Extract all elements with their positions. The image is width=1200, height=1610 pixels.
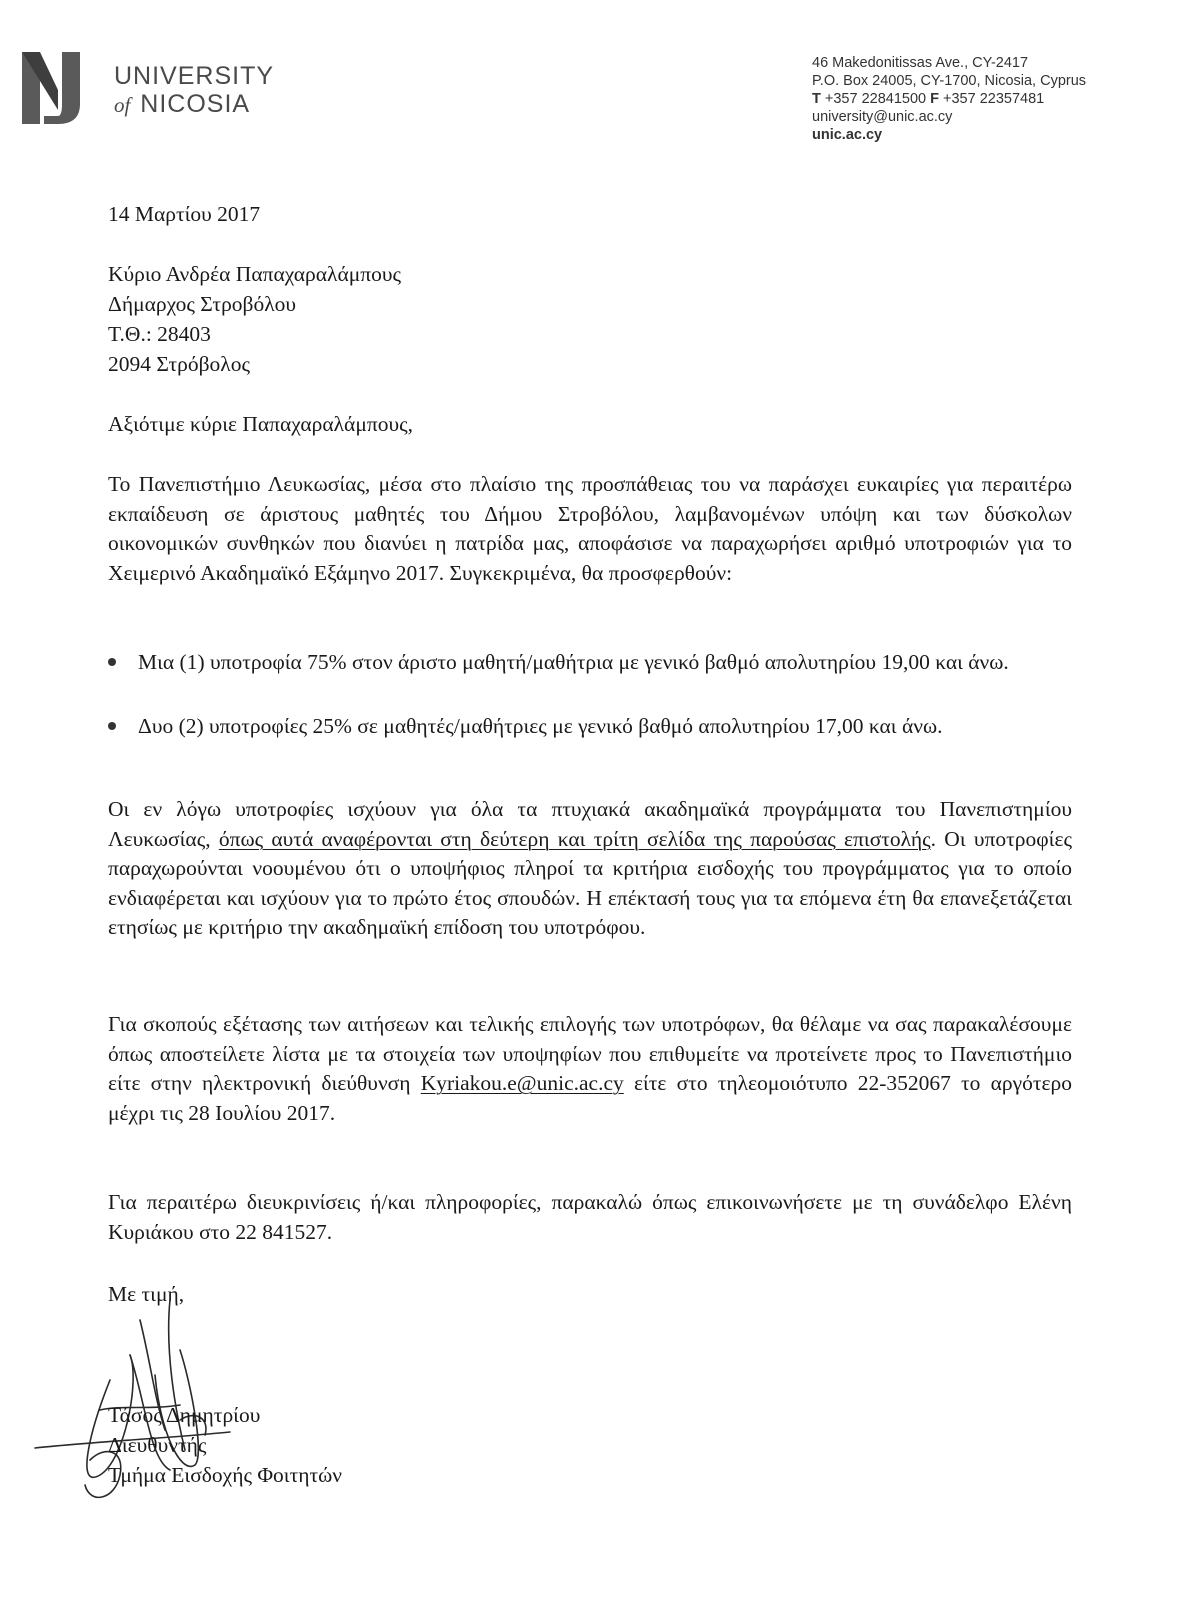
letterhead-contact: [812, 54, 1086, 144]
fax-number: +357 22357481: [943, 91, 1045, 107]
bullet-icon: [108, 722, 116, 730]
letterhead-address: 46 Makedonitissas Ave., CY-2417: [812, 55, 1029, 71]
bullet-text: Μια (1) υποτροφία 75% στον άριστο μαθητή/μαθήτρια με γενικό βαθμό απολυτηρίου 19,00 και άνω.: [138, 650, 1009, 674]
underlined-reference: όπως αυτά αναφέρονται στη δεύτερη και τρίτη σελίδα της παρούσας επιστολής: [218, 826, 931, 851]
recipient-city: 2094 Στρόβολος: [108, 352, 250, 376]
letterhead-phone-line: [812, 90, 1086, 108]
university-name-of: of: [114, 93, 131, 117]
recipient-name: Κύριο Ανδρέα Παπαχαραλάμπους: [108, 262, 402, 286]
letterhead-email[interactable]: university@unic.ac.cy: [812, 109, 953, 125]
paragraph-text: είτε στο τηλεομοιότυπο 22-352067 το αργότερο μέχρι τις 28 Ιουλίου 2017.: [108, 1071, 1072, 1125]
recipient-title: Δήμαρχος Στροβόλου: [108, 292, 297, 316]
university-name-line1: UNIVERSITY: [114, 62, 275, 90]
paragraph-text: Οι εν λόγω υποτροφίες ισχύουν για όλα τα πτυχιακά ακαδημαϊκά προγράμματα του Πανεπιστημίου Λευκωσίας,: [108, 797, 1072, 851]
university-logo-icon: [22, 52, 94, 124]
salutation: Αξιότιμε κύριε Παπαχαραλάμπους,: [108, 412, 413, 436]
signatory-name: Τάσος Δημητρίου: [108, 1403, 261, 1427]
phone-label: T: [812, 91, 821, 107]
bullet-text: Δυο (2) υποτροφίες 25% σε μαθητές/μαθήτριες με γενικό βαθμό απολυτηρίου 17,00 και άνω.: [138, 714, 943, 738]
closing: Με τιμή,: [108, 1282, 185, 1306]
paragraph-scholarship-terms: [108, 795, 1072, 943]
signatory-position: Διευθυντής: [108, 1433, 207, 1457]
letterhead-po-box: P.O. Box 24005, CY-1700, Nicosia, Cyprus: [812, 73, 1087, 89]
fax-label: F: [930, 91, 939, 107]
recipient-po-box: Τ.Θ.: 28403: [108, 322, 211, 346]
university-name-line2: NICOSIA: [140, 90, 251, 118]
phone-number: +357 22841500: [824, 91, 927, 107]
letterhead-website[interactable]: unic.ac.cy: [812, 127, 883, 143]
paragraph-application-instructions: [108, 1010, 1072, 1128]
paragraph-intro: Το Πανεπιστήμιο Λευκωσίας, μέσα στο πλαίσιο της προσπάθειας του να παράσχει ευκαιρίες για περαιτέρω εκπαίδευση σε άριστους μαθητές του Δήμου Στροβόλου, λαμβανομένων υπόψη και των δύσκολων οικονομικών συνθηκών που διανύει η πατρίδα μας, αποφάσισε να παραχωρήσει αριθμό υποτροφιών για το Χειμερινό Ακαδημαϊκό Εξάμηνο 2017. Συγκεκριμένα, θα προσφερθούν:: [108, 472, 1072, 585]
paragraph-text: . Οι υποτροφίες παραχωρούνται νοουμένου ότι ο υποψήφιος πληροί τα κριτήρια εισδοχής του προγράμματος για το οποίο ενδιαφέρεται και ισχύουν για το πρώτο έτος σπουδών. Η επέκτασή τους για τα επόμενα έτη θα επανεξετάζεται ετησίως με κριτήριο την ακαδημαϊκή επίδοση του υποτρόφου.: [108, 826, 1072, 939]
university-name: [114, 62, 274, 119]
paragraph-contact-info: Για περαιτέρω διευκρινίσεις ή/και πληροφορίες, παρακαλώ όπως επικοινωνήσετε με τη συνάδελφο Ελένη Κυριάκου στο 22 841527.: [108, 1190, 1072, 1244]
signatory-department: Τμήμα Εισδοχής Φοιτητών: [108, 1463, 342, 1487]
bullet-icon: [108, 658, 116, 666]
letter-date: 14 Μαρτίου 2017: [108, 202, 261, 226]
paragraph-text: Για σκοπούς εξέτασης των αιτήσεων και τελικής επιλογής των υποτρόφων, θα θέλαμε να σας παρακαλέσουμε όπως αποστείλετε λίστα με τα στοιχεία των υποψηφίων που επιθυμείτε να προτείνετε προς το Πανεπιστήμιο είτε στην ηλεκτρονική διεύθυνση: [108, 1012, 1072, 1095]
contact-email-link[interactable]: Kyriakou.e@unic.ac.cy: [420, 1071, 624, 1095]
